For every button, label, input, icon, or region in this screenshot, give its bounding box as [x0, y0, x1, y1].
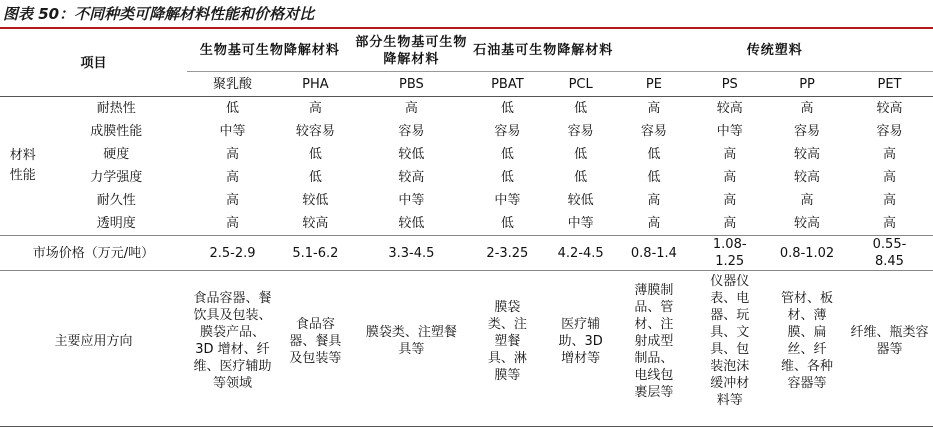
- table-cell: 较低: [302, 193, 329, 208]
- title-divider: [0, 27, 933, 29]
- application-row: [0, 271, 933, 412]
- price-cell: 1.08-1.25: [691, 236, 768, 271]
- table-cell: 中等: [398, 193, 425, 208]
- table-cell: 低: [574, 170, 588, 185]
- table-cell: 较低: [398, 147, 425, 162]
- table-row: [0, 212, 933, 236]
- table-cell: 较高: [398, 170, 425, 185]
- table-cell: 中等: [716, 124, 743, 139]
- table-cell: 高: [647, 101, 661, 116]
- chart-title: 图表 50：不同种类可降解材料性能和价格对比: [3, 5, 315, 23]
- table-cell: 容易: [640, 124, 667, 139]
- application-cell: 管材、板材、薄膜、扁丝、纤维、各种容器等: [781, 291, 834, 391]
- price-row: [0, 236, 933, 271]
- table-cell: 容易: [794, 124, 821, 139]
- table-row: [0, 143, 933, 166]
- table-cell: 高: [187, 212, 278, 236]
- table-cell: 低: [574, 101, 588, 116]
- table-row: [0, 189, 933, 212]
- table-cell: 容易: [494, 124, 521, 139]
- table-cell: 高: [882, 193, 896, 208]
- table-cell: 较容易: [295, 124, 335, 139]
- table-cell: 较高: [794, 170, 821, 185]
- application-cell: 食品容器、餐具及包装等: [289, 316, 342, 366]
- table-cell: 容易: [398, 124, 425, 139]
- comparison-table: [0, 30, 933, 411]
- table-row: [0, 120, 933, 143]
- price-cell: 0.8-1.4: [617, 236, 692, 271]
- table-cell: 容易: [567, 124, 594, 139]
- table-cell: 低: [500, 170, 514, 185]
- attribute-name: 透明度: [45, 212, 187, 236]
- table-cell: 高: [225, 193, 239, 208]
- material-header: 聚乳酸: [187, 72, 278, 97]
- table-cell: 容易: [876, 124, 903, 139]
- attribute-name: 成膜性能: [90, 124, 143, 139]
- application-cell: 膜袋类、注塑餐具等: [365, 325, 457, 357]
- material-header: PE: [617, 72, 692, 97]
- table-cell: 低: [500, 101, 514, 116]
- table-cell: 较高: [278, 212, 353, 236]
- application-label: 主要应用方向: [54, 333, 133, 349]
- group-partial-bio-based: 部分生物基可生物降解材料: [353, 30, 470, 72]
- application-cell: 膜袋类、注塑餐具、淋膜等: [487, 299, 527, 383]
- table-cell: 低: [470, 212, 545, 236]
- item-header: 项目: [0, 30, 187, 97]
- table-cell: 中等: [545, 212, 617, 236]
- table-cell: 低: [574, 147, 588, 162]
- table-cell: 中等: [494, 193, 521, 208]
- material-header: PET: [846, 72, 933, 97]
- material-header: PCL: [545, 72, 617, 97]
- attribute-name: 耐久性: [96, 193, 136, 208]
- material-header: PHA: [278, 72, 353, 97]
- attribute-name: 耐热性: [96, 101, 136, 116]
- table-cell: 较高: [794, 147, 821, 162]
- application-cell: 薄膜制品、管材、注射成型制品、电线包裹层等: [634, 282, 674, 400]
- table-row: [0, 97, 933, 121]
- table-cell: 高: [846, 212, 933, 236]
- table-cell: 高: [308, 101, 322, 116]
- table-cell: 较低: [567, 193, 594, 208]
- table-cell: 高: [800, 101, 814, 116]
- material-header: PBS: [353, 72, 470, 97]
- price-cell: 0.8-1.02: [768, 236, 846, 271]
- table-cell: 高: [225, 170, 239, 185]
- price-cell: 5.1-6.2: [278, 236, 353, 271]
- table-cell: 高: [723, 170, 737, 185]
- material-header: PBAT: [470, 72, 545, 97]
- application-cell: 仪器仪表、电器、玩具、文具、包装泡沫缓冲材料等: [710, 274, 750, 408]
- attribute-name: 力学强度: [90, 170, 143, 185]
- table-cell: 低: [647, 147, 661, 162]
- table-cell: 低: [308, 147, 322, 162]
- table-cell: 高: [691, 212, 768, 236]
- table-cell: 低: [308, 170, 322, 185]
- table-cell: 低: [225, 101, 239, 116]
- table-cell: 较高: [876, 101, 903, 116]
- table-cell: 较低: [353, 212, 470, 236]
- material-header: PS: [691, 72, 768, 97]
- table-cell: 高: [723, 193, 737, 208]
- table-cell: 中等: [219, 124, 246, 139]
- table-cell: 较高: [768, 212, 846, 236]
- table-cell: 较高: [716, 101, 743, 116]
- table-cell: 高: [225, 147, 239, 162]
- application-cell: 食品容器、餐饮具及包装、膜袋产品、3D 增材、纤维、医疗辅助等领域: [193, 291, 272, 391]
- group-petroleum-based: 石油基可生物降解材料: [470, 30, 617, 72]
- price-label: 市场价格（万元/吨）: [0, 236, 187, 271]
- table-cell: 低: [500, 147, 514, 162]
- price-cell: 0.55-8.45: [846, 236, 933, 271]
- price-cell: 2-3.25: [470, 236, 545, 271]
- table-cell: 高: [617, 212, 692, 236]
- group-traditional-plastics: 传统塑料: [617, 30, 933, 72]
- attribute-name: 硬度: [103, 147, 130, 162]
- material-header: PP: [768, 72, 846, 97]
- price-cell: 3.3-4.5: [353, 236, 470, 271]
- table-cell: 高: [404, 101, 418, 116]
- application-cell: 医疗辅助、3D 增材等: [558, 316, 603, 366]
- table-cell: 高: [723, 147, 737, 162]
- table-cell: 高: [882, 170, 896, 185]
- performance-group-label: 材料性能: [0, 97, 45, 236]
- table-cell: 高: [647, 193, 661, 208]
- application-cell: 纤维、瓶类容器等: [850, 325, 929, 357]
- group-bio-based: 生物基可生物降解材料: [187, 30, 353, 72]
- table-cell: 高: [882, 147, 896, 162]
- price-cell: 4.2-4.5: [545, 236, 617, 271]
- table-cell: 高: [800, 193, 814, 208]
- price-cell: 2.5-2.9: [187, 236, 278, 271]
- table-cell: 低: [647, 170, 661, 185]
- table-row: [0, 166, 933, 189]
- header-row-groups: [0, 30, 933, 72]
